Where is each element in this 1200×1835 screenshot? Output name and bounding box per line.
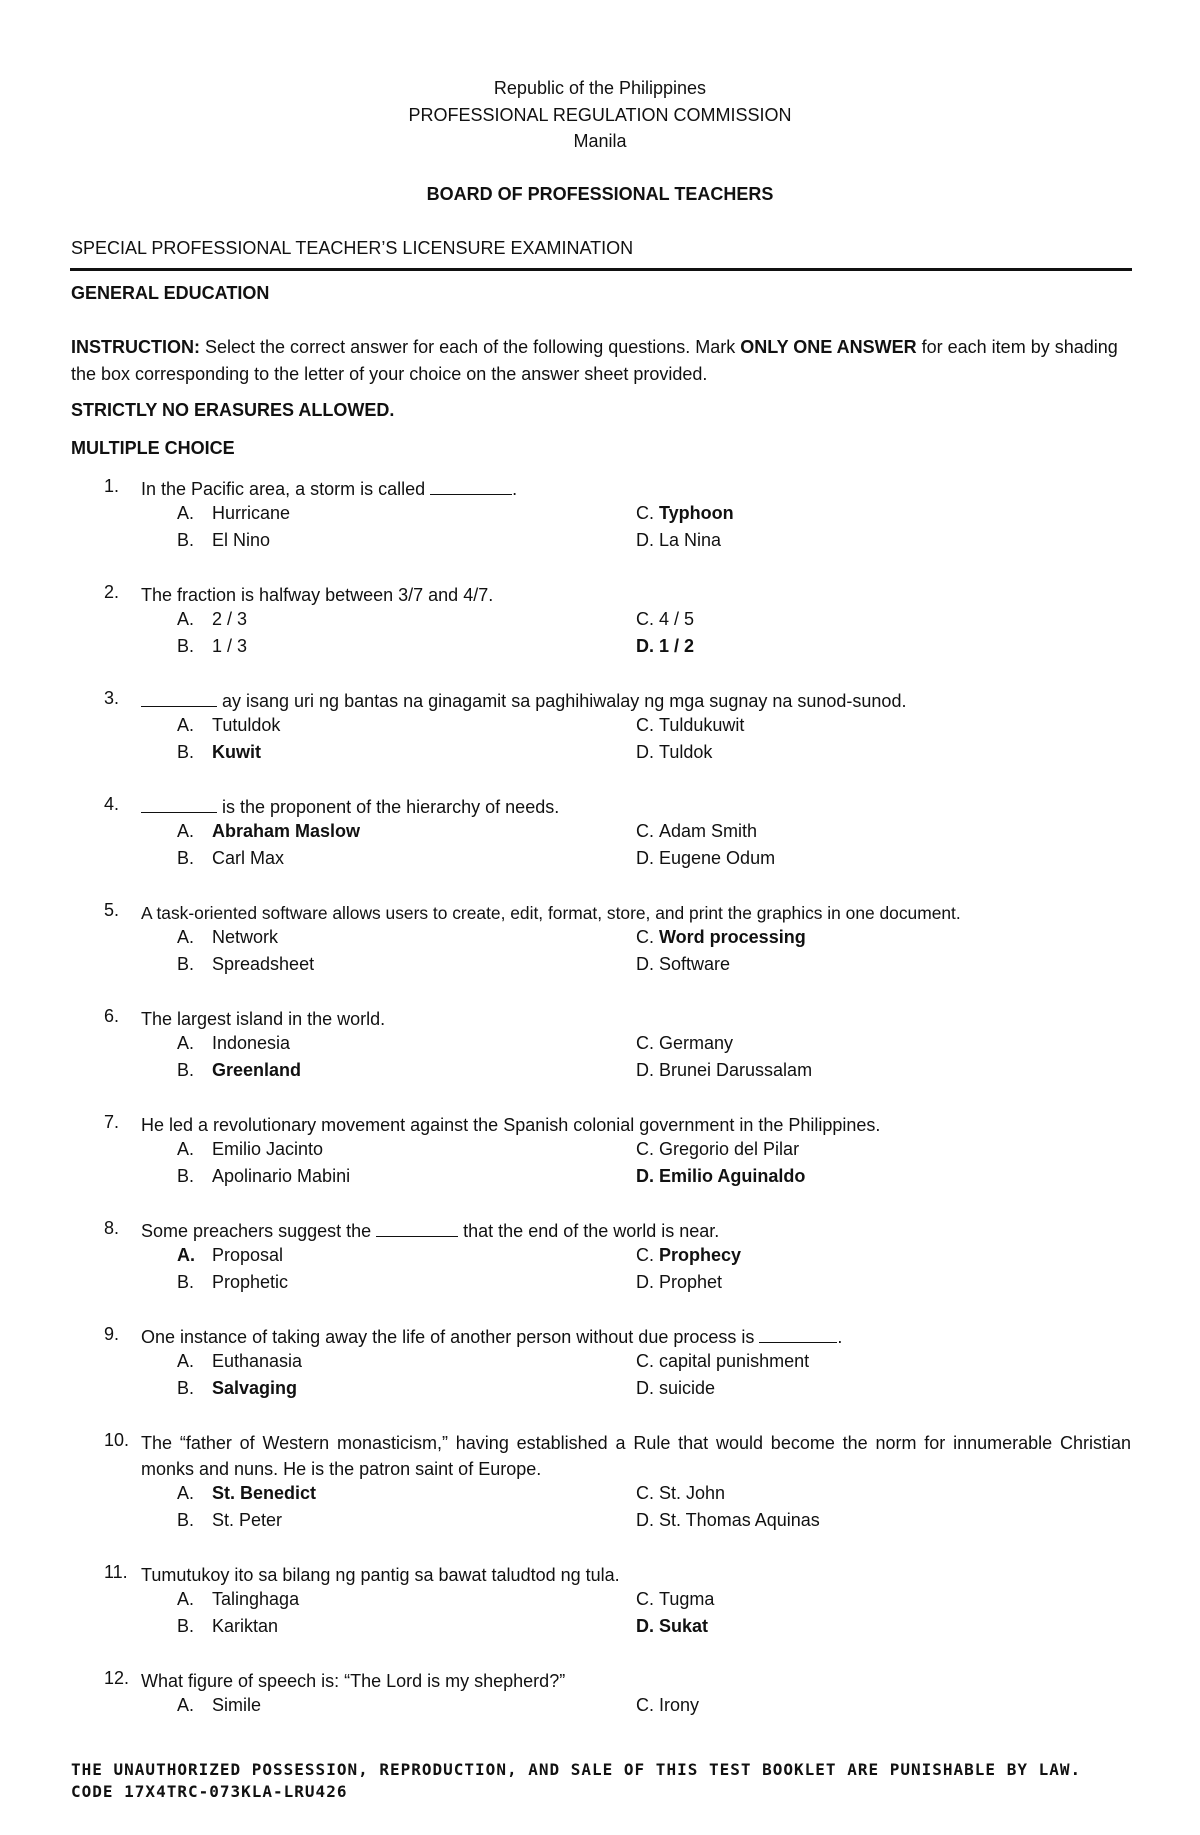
warning-text: STRICTLY NO ERASURES ALLOWED. (71, 400, 395, 420)
option-letter: D. (636, 530, 654, 550)
header-board: BOARD OF PROFESSIONAL TEACHERS (426, 184, 774, 204)
option-letter: D. (636, 1378, 654, 1398)
option-text: El Nino (212, 530, 271, 550)
question-text-post: is the proponent of the hierarchy of needs. (217, 797, 560, 817)
option-d (636, 954, 730, 975)
question-text (141, 1324, 1131, 1350)
option-letter: D. (636, 1060, 654, 1080)
question-number: 4. (104, 794, 120, 814)
option-b (177, 636, 247, 657)
option-a (177, 503, 290, 524)
question-number: 8. (104, 1218, 120, 1238)
question-text: The “father of Western monasticism,” having established a Rule that would become the norm for innumerable Christian monks and nuns. He is the patron saint of Europe. (141, 1433, 1131, 1479)
option-d (636, 1616, 708, 1637)
option-letter: B. (177, 1272, 195, 1292)
option-letter: A. (177, 1351, 195, 1371)
option-text: 1 / 3 (212, 636, 248, 656)
question-number: 10. (104, 1430, 130, 1450)
option-letter: C. (636, 503, 654, 523)
question-number: 5. (104, 900, 120, 920)
option-a (177, 821, 360, 842)
option-b (177, 848, 284, 869)
option-text: Spreadsheet (212, 954, 315, 974)
option-text: Gregorio del Pilar (659, 1139, 800, 1159)
instruction-text-1: Select the correct answer for each of the following questions. Mark (200, 337, 741, 357)
option-c (636, 1695, 699, 1716)
option-c (636, 503, 734, 524)
option-d (636, 1272, 722, 1293)
option-d (636, 636, 694, 657)
option-d (636, 1510, 820, 1531)
option-b (177, 1272, 288, 1293)
option-c (636, 1033, 733, 1054)
option-letter: C. (636, 1589, 654, 1609)
option-letter: A. (177, 1695, 195, 1715)
option-letter: C. (636, 1245, 654, 1265)
answer-blank (376, 1220, 458, 1237)
option-letter: B. (177, 954, 195, 974)
option-text: Prophet (659, 1272, 723, 1292)
option-c (636, 1589, 714, 1610)
question-text: What figure of speech is: “The Lord is my shepherd?” (141, 1671, 566, 1691)
question-number: 12. (104, 1668, 130, 1688)
option-text: Simile (212, 1695, 262, 1715)
option-letter: C. (636, 1483, 654, 1503)
section-title: GENERAL EDUCATION (71, 283, 270, 303)
option-letter: B. (177, 1060, 195, 1080)
option-letter: A. (177, 1483, 195, 1503)
option-text: Talinghaga (212, 1589, 300, 1609)
exam-title: SPECIAL PROFESSIONAL TEACHER’S LICENSURE EXAMINATION (71, 238, 634, 258)
option-text: Tuldok (659, 742, 713, 762)
option-text-correct: Salvaging (212, 1378, 298, 1398)
option-text-correct: Word processing (659, 927, 806, 947)
option-letter: B. (177, 636, 195, 656)
option-d (636, 530, 721, 551)
option-text: Proposal (212, 1245, 284, 1265)
option-text: St. Thomas Aquinas (659, 1510, 820, 1530)
option-letter: A. (177, 1589, 195, 1609)
option-text: Tugma (659, 1589, 715, 1609)
option-text: Tuldukuwit (659, 715, 745, 735)
question-text (141, 688, 1131, 714)
option-letter: B. (177, 1510, 195, 1530)
option-letter: B. (177, 742, 195, 762)
option-text-correct: Typhoon (659, 503, 734, 523)
question-text-post: . (512, 479, 518, 499)
option-letter: D. (636, 1510, 654, 1530)
footer-warning: THE UNAUTHORIZED POSSESSION, REPRODUCTION, AND SALE OF THIS TEST BOOKLET ARE PUNISHABLE BY LAW. (71, 1760, 1082, 1779)
header-republic: Republic of the Philippines (493, 78, 707, 98)
question-text-post: ay isang uri ng bantas na ginagamit sa paghihiwalay ng mga sugnay na sunod-sunod. (217, 691, 907, 711)
answer-blank (141, 796, 217, 813)
question-number: 7. (104, 1112, 120, 1132)
option-c (636, 927, 806, 948)
option-b (177, 1510, 282, 1531)
option-text: St. Peter (212, 1510, 283, 1530)
option-letter: A. (177, 609, 195, 629)
option-text: suicide (659, 1378, 716, 1398)
option-letter: C. (636, 1351, 654, 1371)
option-b (177, 1060, 301, 1081)
option-c (636, 1483, 725, 1504)
option-text: Apolinario Mabini (212, 1166, 351, 1186)
option-text: Emilio Jacinto (212, 1139, 324, 1159)
question-type: MULTIPLE CHOICE (71, 438, 235, 458)
option-text: Software (659, 954, 731, 974)
option-text-correct: Sukat (659, 1616, 709, 1636)
header-city: Manila (573, 131, 627, 151)
option-letter: D. (636, 954, 654, 974)
option-c (636, 821, 757, 842)
option-letter: C. (636, 609, 654, 629)
option-letter: A. (177, 821, 195, 841)
option-c (636, 715, 744, 736)
option-b (177, 530, 270, 551)
option-text-correct: Prophecy (659, 1245, 742, 1265)
option-b (177, 954, 314, 975)
instruction-emphasis: ONLY ONE ANSWER (740, 337, 917, 357)
option-a (177, 609, 247, 630)
option-a (177, 1351, 302, 1372)
option-text: Brunei Darussalam (659, 1060, 813, 1080)
option-letter: B. (177, 1166, 195, 1186)
option-c (636, 1351, 809, 1372)
question-text-post: that the end of the world is near. (458, 1221, 720, 1241)
option-text-correct: Abraham Maslow (212, 821, 361, 841)
option-text: capital punishment (659, 1351, 810, 1371)
question-text: A task-oriented software allows users to create, edit, format, store, and print the graphics in one document. (141, 903, 961, 923)
question-text-pre: In the Pacific area, a storm is called (141, 479, 431, 499)
option-d (636, 848, 775, 869)
option-letter: C. (636, 1695, 654, 1715)
option-letter: B. (177, 848, 195, 868)
option-letter: C. (636, 715, 654, 735)
option-c (636, 609, 694, 630)
option-d (636, 1166, 805, 1187)
option-text: Tutuldok (212, 715, 281, 735)
option-letter: C. (636, 1139, 654, 1159)
option-a (177, 1483, 316, 1504)
question-text: The largest island in the world. (141, 1009, 386, 1029)
footer-code: CODE 17X4TRC-073KLA-LRU426 (71, 1782, 348, 1801)
option-letter: D. (636, 1166, 654, 1186)
question-text: He led a revolutionary movement against the Spanish colonial government in the Philippines. (141, 1115, 881, 1135)
option-a (177, 927, 278, 948)
option-text: Eugene Odum (659, 848, 776, 868)
option-letter: A. (177, 715, 195, 735)
option-letter: A. (177, 927, 195, 947)
option-d (636, 1060, 812, 1081)
question-text-post: . (837, 1327, 843, 1347)
option-letter: D. (636, 742, 654, 762)
option-b (177, 1616, 278, 1637)
option-text-correct: Emilio Aguinaldo (659, 1166, 806, 1186)
option-d (636, 1378, 715, 1399)
question-text-pre: One instance of taking away the life of another person without due process is (141, 1327, 760, 1347)
option-text-correct: Greenland (212, 1060, 302, 1080)
option-a (177, 715, 280, 736)
option-text-correct: 1 / 2 (659, 636, 695, 656)
question-text: Tumutukoy ito sa bilang ng pantig sa bawat taludtod ng tula. (141, 1565, 620, 1585)
option-letter: B. (177, 530, 195, 550)
option-letter: D. (636, 1616, 654, 1636)
option-text: St. John (659, 1483, 726, 1503)
question-number: 6. (104, 1006, 120, 1026)
option-letter: C. (636, 927, 654, 947)
option-letter: C. (636, 1033, 654, 1053)
header-commission: PROFESSIONAL REGULATION COMMISSION (408, 105, 792, 125)
option-letter: A. (177, 1033, 195, 1053)
question-text (141, 476, 1131, 502)
option-a (177, 1589, 299, 1610)
option-letter: A. (177, 1245, 195, 1265)
option-b (177, 1166, 350, 1187)
question-text-pre: Some preachers suggest the (141, 1221, 377, 1241)
option-a (177, 1139, 323, 1160)
question-number: 2. (104, 582, 120, 602)
option-letter: D. (636, 1272, 654, 1292)
option-text: Adam Smith (659, 821, 758, 841)
question-number: 1. (104, 476, 120, 496)
question-text (141, 1218, 1131, 1244)
option-letter: A. (177, 1139, 195, 1159)
question-text: The fraction is halfway between 3/7 and 4/7. (141, 585, 494, 605)
option-text: Carl Max (212, 848, 285, 868)
option-c (636, 1139, 799, 1160)
option-text: Hurricane (212, 503, 291, 523)
option-text: Euthanasia (212, 1351, 303, 1371)
option-b (177, 1378, 297, 1399)
option-text: Network (212, 927, 279, 947)
question-number: 9. (104, 1324, 120, 1344)
answer-blank (759, 1326, 837, 1343)
option-a (177, 1695, 261, 1716)
option-text: La Nina (659, 530, 722, 550)
option-text-correct: Kuwit (212, 742, 261, 762)
instruction-label: INSTRUCTION: (71, 337, 200, 357)
option-c (636, 1245, 741, 1266)
answer-blank (430, 478, 512, 495)
option-text: Prophetic (212, 1272, 289, 1292)
option-d (636, 742, 712, 763)
option-letter: D. (636, 848, 654, 868)
option-letter: A. (177, 503, 195, 523)
option-a (177, 1033, 290, 1054)
question-text (141, 794, 1131, 820)
option-text: 4 / 5 (659, 609, 695, 629)
divider (70, 268, 1132, 271)
option-letter: D. (636, 636, 654, 656)
instruction-text-2: for each item by shading the box corresponding to the letter of your choice on the answer sheet provided. (71, 337, 1118, 384)
option-text-correct: St. Benedict (212, 1483, 317, 1503)
question-number: 11. (104, 1562, 128, 1582)
option-a (177, 1245, 283, 1266)
option-letter: C. (636, 821, 654, 841)
option-letter: B. (177, 1378, 195, 1398)
option-letter: B. (177, 1616, 195, 1636)
option-text: 2 / 3 (212, 609, 248, 629)
option-b (177, 742, 261, 763)
option-text: Kariktan (212, 1616, 279, 1636)
option-text: Indonesia (212, 1033, 291, 1053)
answer-blank (141, 690, 217, 707)
question-number: 3. (104, 688, 120, 708)
option-text: Irony (659, 1695, 700, 1715)
instruction-paragraph (71, 334, 1133, 388)
option-text: Germany (659, 1033, 734, 1053)
